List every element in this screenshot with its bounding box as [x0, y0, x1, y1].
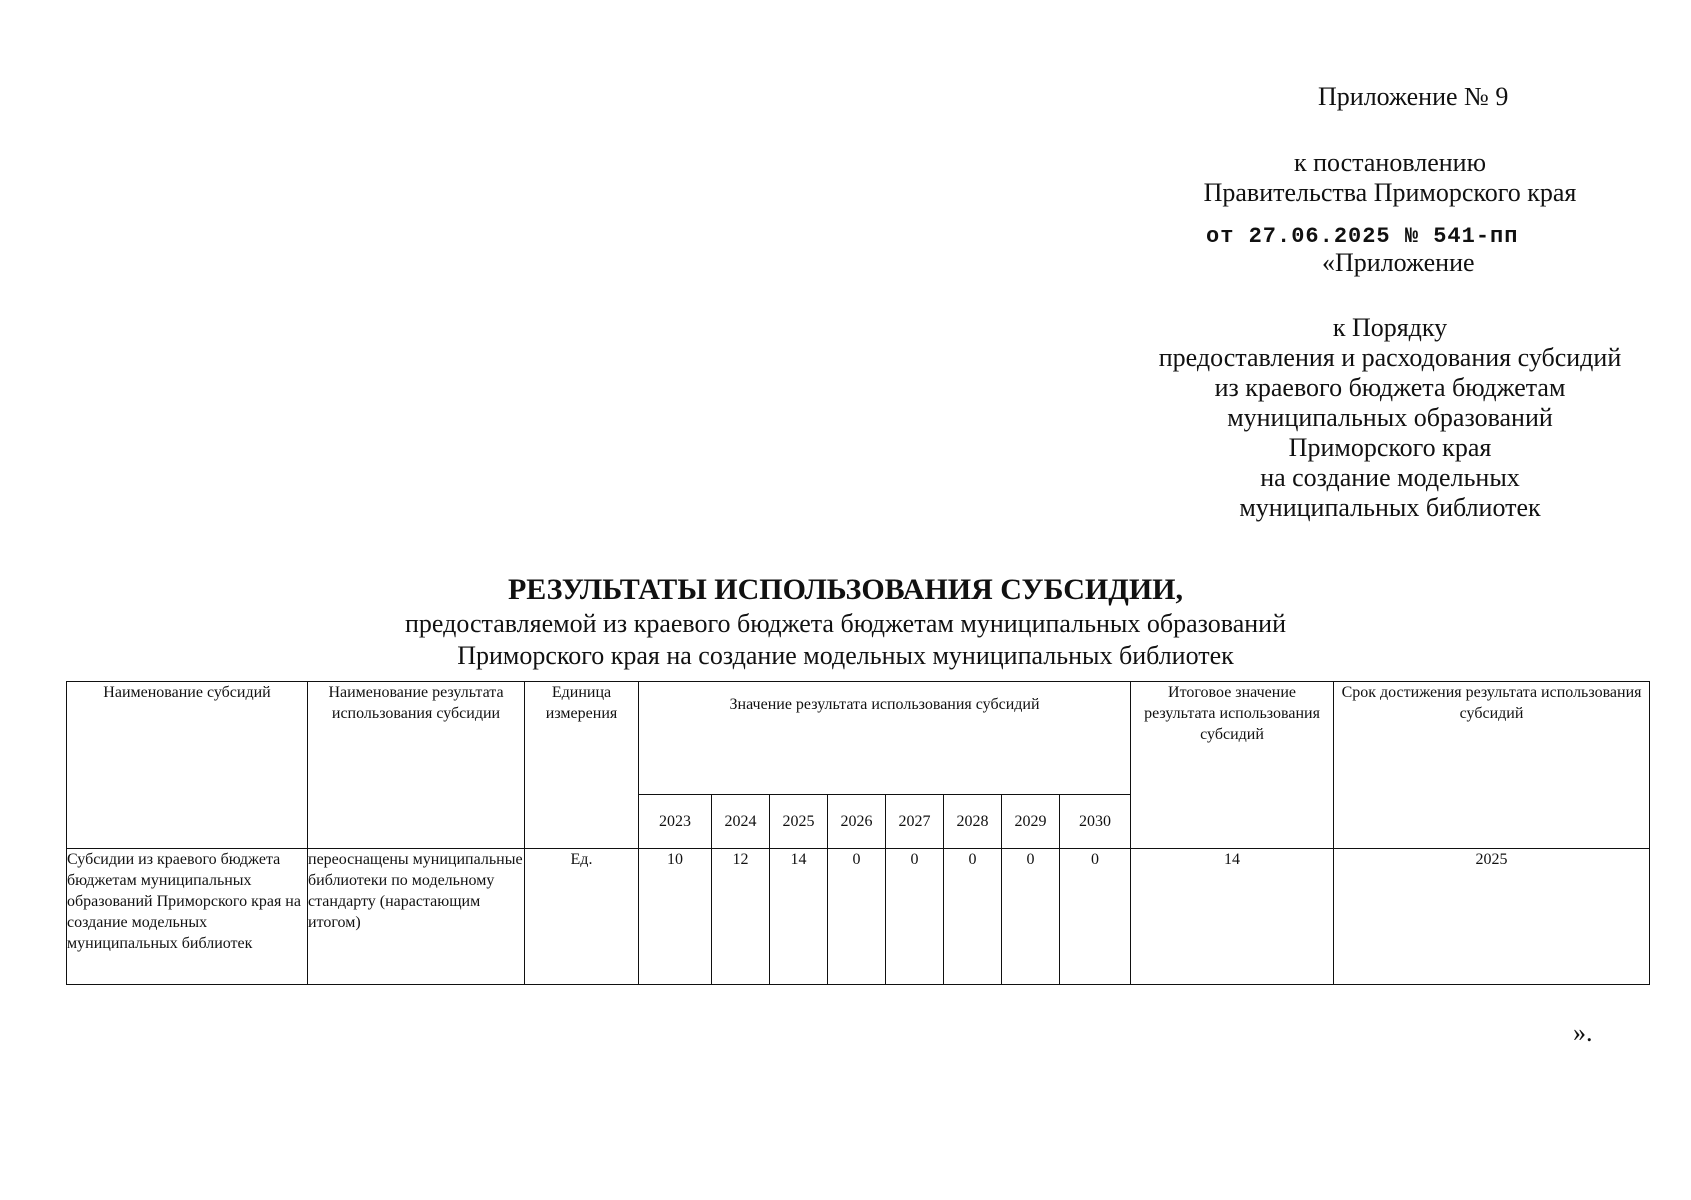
- cell-value: 14: [770, 849, 828, 985]
- order-line-2: предоставления и расходования субсидий: [1158, 343, 1622, 372]
- order-line-6: на создание модельных: [1260, 463, 1520, 492]
- order-line-1: к Порядку: [1332, 313, 1448, 342]
- year-header: 2027: [886, 795, 944, 849]
- year-header: 2025: [770, 795, 828, 849]
- year-header: 2030: [1060, 795, 1131, 849]
- resolution-date-stamp: от 27.06.2025 № 541-пп: [1206, 224, 1519, 249]
- title-line-3: Приморского края на создание модельных муниципальных библиотек: [457, 641, 1234, 670]
- cell-value: 0: [886, 849, 944, 985]
- results-table: [66, 681, 1650, 985]
- order-line-4: муниципальных образований: [1227, 403, 1553, 432]
- appendix-quote: «Приложение: [1322, 248, 1475, 277]
- year-header: 2026: [828, 795, 886, 849]
- year-header: 2023: [639, 795, 712, 849]
- year-header: 2024: [712, 795, 770, 849]
- cell-deadline: 2025: [1334, 849, 1650, 985]
- cell-value: 0: [1002, 849, 1060, 985]
- title-main: РЕЗУЛЬТАТЫ ИСПОЛЬЗОВАНИЯ СУБСИДИИ,: [507, 573, 1184, 606]
- order-reference: [1060, 313, 1691, 523]
- cell-unit: Ед.: [525, 849, 639, 985]
- header-result-name: Наименование результата использования субсидии: [308, 682, 525, 849]
- header-unit: Единица измерения: [525, 682, 639, 849]
- cell-value: 12: [712, 849, 770, 985]
- closing-quote: ».: [1573, 1018, 1593, 1047]
- resolution-line-1: к постановлению: [1293, 148, 1487, 177]
- resolution-line-2: Правительства Приморского края: [1203, 178, 1577, 207]
- appendix-number: Приложение № 9: [1318, 82, 1509, 111]
- order-line-5: Приморского края: [1288, 433, 1492, 462]
- year-header: 2029: [1002, 795, 1060, 849]
- cell-value: 0: [1060, 849, 1131, 985]
- order-line-3: из краевого бюджета бюджетам: [1214, 373, 1566, 402]
- cell-subsidy-name: Субсидии из краевого бюджета бюджетам муниципальных образований Приморского края на создание модельных муниципальных библиотек: [67, 849, 308, 985]
- order-line-7: муниципальных библиотек: [1239, 493, 1541, 522]
- header-subsidy-name: Наименование субсидий: [67, 682, 308, 849]
- cell-result-name: переоснащены муниципальные библиотеки по модельному стандарту (нарастающим итогом): [308, 849, 525, 985]
- cell-value: 10: [639, 849, 712, 985]
- cell-value: 0: [828, 849, 886, 985]
- table-row: [67, 849, 1650, 985]
- title-line-2: предоставляемой из краевого бюджета бюджетам муниципальных образований: [405, 609, 1286, 638]
- header-total: Итоговое значение результата использования субсидий: [1131, 682, 1334, 849]
- header-deadline: Срок достижения результата использования субсидий: [1334, 682, 1650, 849]
- cell-total: 14: [1131, 849, 1334, 985]
- cell-value: 0: [944, 849, 1002, 985]
- resolution-reference: [1070, 148, 1691, 208]
- document-title: [0, 572, 1691, 672]
- year-header: 2028: [944, 795, 1002, 849]
- header-values-group: Значение результата использования субсидий: [639, 682, 1131, 795]
